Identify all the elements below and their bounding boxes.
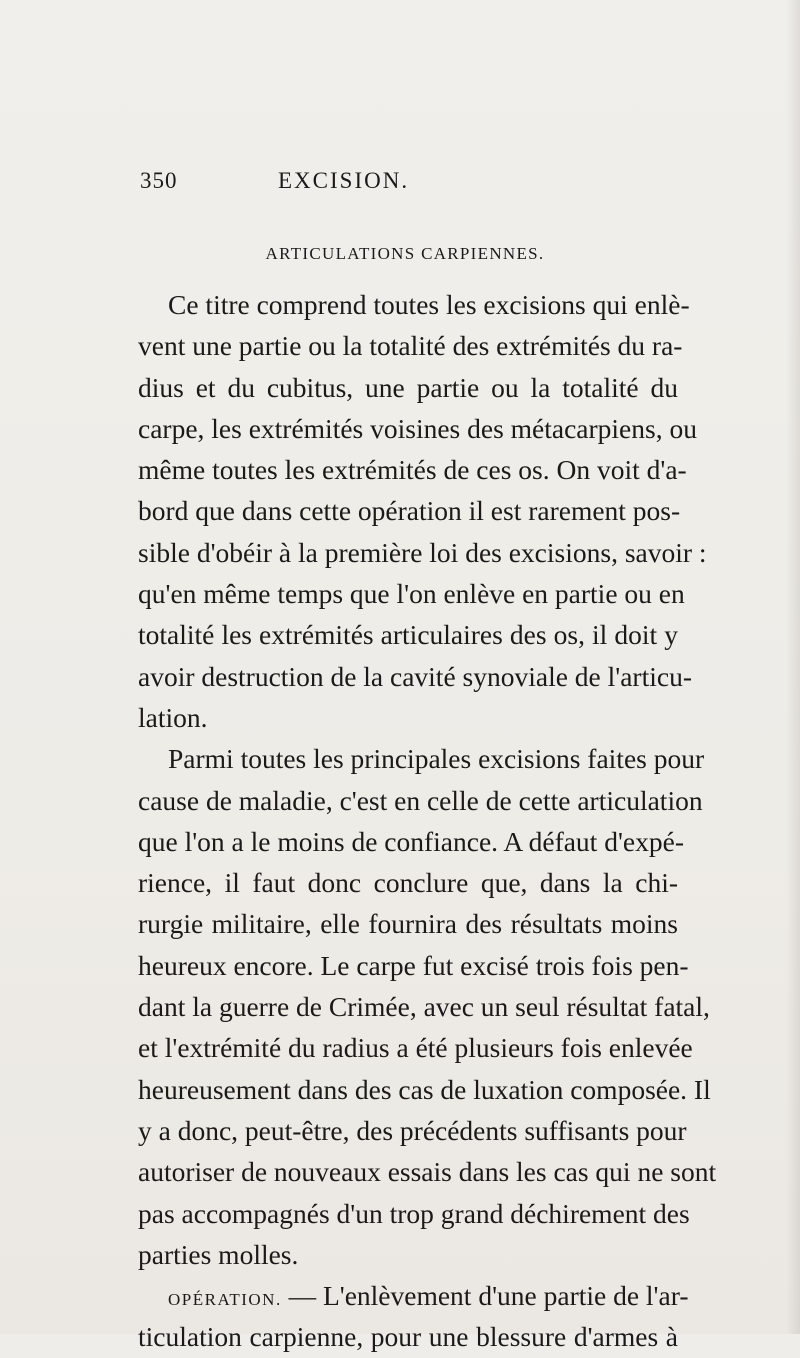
text-line: rurgie militaire, elle fournira des résultats moins — [138, 908, 678, 940]
page-edge-shadow — [786, 0, 800, 1334]
operation-label: OPÉRATION. — [168, 1290, 282, 1310]
text-line: heureusement dans des cas de luxation composée. Il — [138, 1073, 711, 1105]
text-line: qu'en même temps que l'on enlève en partie ou en — [138, 578, 685, 610]
text-line: heureux encore. Le carpe fut excisé trois fois pen- — [138, 949, 689, 981]
text-line: autoriser de nouveaux essais dans les cas qui ne sont — [138, 1156, 717, 1188]
text-line: parties molles. — [138, 1238, 299, 1270]
text-line: dant la guerre de Crimée, avec un seul résultat fatal, — [138, 991, 710, 1023]
text-line: carpe, les extrémités voisines des métacarpiens, ou — [138, 412, 697, 444]
page-number: 350 — [140, 168, 178, 193]
text-line: et l'extrémité du radius a été plusieurs fois enlevée — [138, 1032, 693, 1064]
text-line: bord que dans cette opération il est rarement pos- — [138, 495, 681, 527]
running-head: EXCISION. — [278, 168, 410, 193]
text-line: Ce titre comprend toutes les excisions qui enlè- — [168, 289, 690, 320]
section-heading: ARTICULATIONS CARPIENNES. — [265, 244, 545, 263]
body-text — [138, 284, 717, 1358]
text-line: que l'on a le moins de confiance. A défaut d'expé- — [138, 825, 684, 857]
text-line: avoir destruction de la cavité synoviale de l'articu- — [138, 660, 692, 692]
text-line: vent une partie ou la totalité des extrémités du ra- — [138, 330, 683, 362]
text-line: même toutes les extrémités de ces os. On voit d'a- — [138, 454, 687, 486]
operation-line — [138, 1275, 689, 1316]
page-header — [0, 168, 800, 198]
text-line: dius et du cubitus, une partie ou la totalité du — [138, 371, 678, 403]
text-line: cause de maladie, c'est en celle de cette articulation — [138, 784, 703, 816]
operation-text: — L'enlèvement d'une partie de l'ar- — [281, 1280, 689, 1312]
text-line: pas accompagnés d'un trop grand déchirement des — [138, 1197, 690, 1229]
text-line: ticulation carpienne, pour une blessure d'armes à — [138, 1321, 678, 1353]
text-line: Parmi toutes les principales excisions faites pour — [168, 743, 705, 775]
text-line: rience, il faut donc conclure que, dans la chi- — [138, 867, 678, 899]
text-line: sible d'obéir à la première loi des excisions, savoir : — [138, 536, 707, 568]
text-line: lation. — [138, 701, 208, 733]
text-line: totalité les extrémités articulaires des os, il doit y — [138, 619, 678, 651]
text-line: y a donc, peut-être, des précédents suffisants pour — [138, 1114, 687, 1146]
